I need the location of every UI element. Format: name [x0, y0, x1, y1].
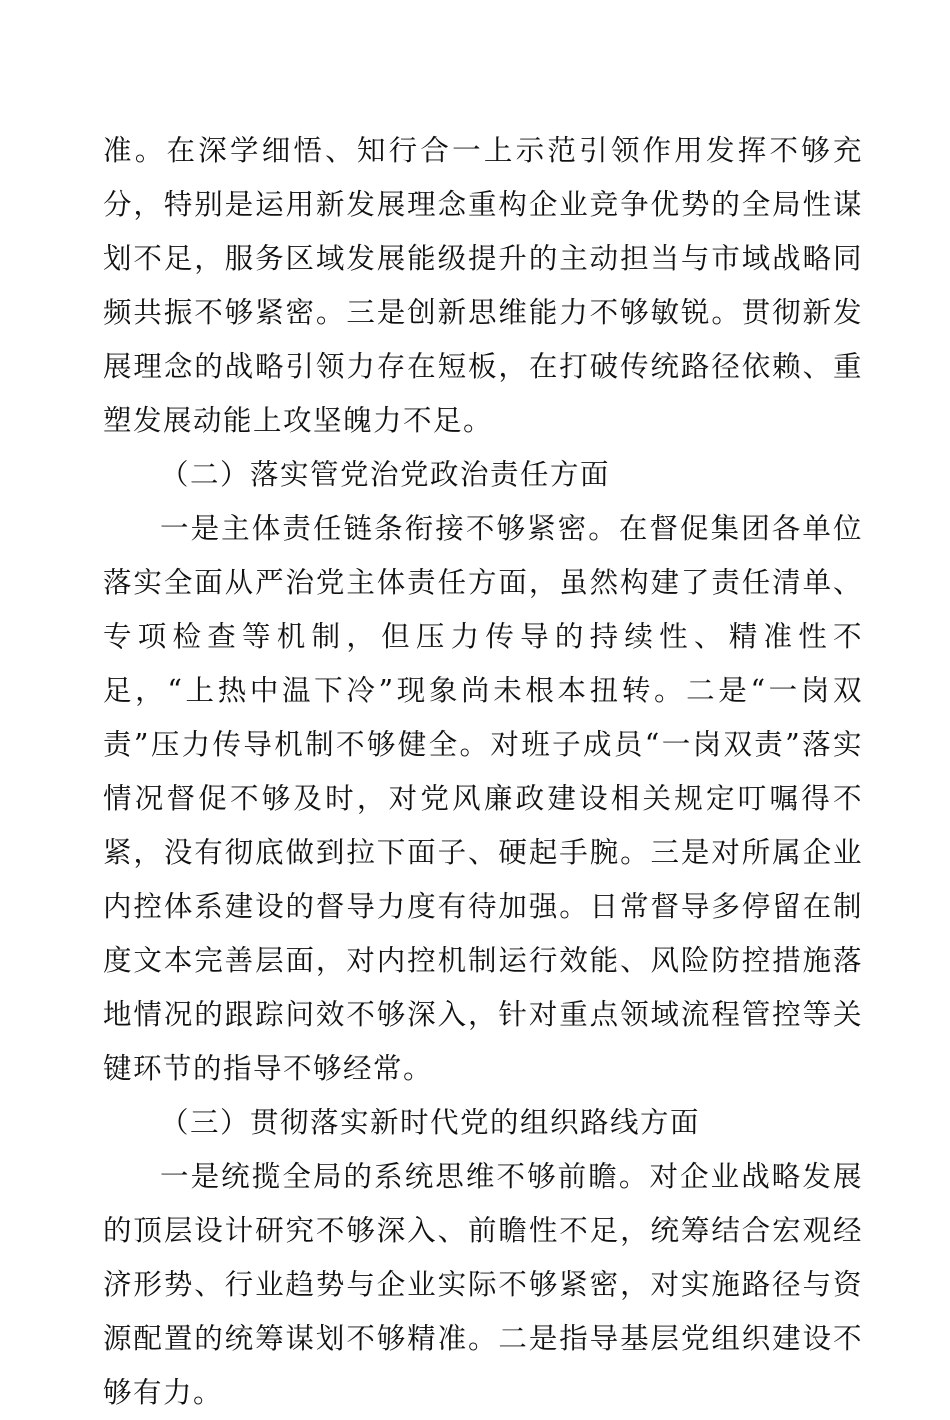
- paragraph-section-3: 一是统揽全局的系统思维不够前瞻。对企业战略发展的顶层设计研究不够深入、前瞻性不足，统筹结合宏观经济形势、行业趋势与企业实际不够紧密，对实施路径与资源配置的统筹谋划不够精准。二是指导基层党组织建设不够有力。: [103, 1160, 863, 1409]
- section-heading-2: （二）落实管党治党政治责任方面: [160, 458, 611, 491]
- paragraph-section-2: 一是主体责任链条衔接不够紧密。在督促集团各单位落实全面从严治党主体责任方面，虽然构建了责任清单、专项检查等机制，但压力传导的持续性、精准性不足，“上热中温下冷”现象尚未根本扭转。二是“一岗双责”压力传导机制不够健全。对班子成员“一岗双责”落实情况督促不够及时，对党风廉政建设相关规定叮嘱得不紧，没有彻底做到拉下面子、硬起手腕。三是对所属企业内控体系建设的督导力度有待加强。日常督导多停留在制度文本完善层面，对内控机制运行效能、风险防控措施落地情况的跟踪问效不够深入，针对重点领域流程管控等关键环节的指导不够经常。: [103, 512, 863, 1085]
- section-heading-3: （三）贯彻落实新时代党的组织路线方面: [160, 1106, 701, 1139]
- paragraph-continuation: 准。在深学细悟、知行合一上示范引领作用发挥不够充分，特别是运用新发展理念重构企业竞争优势的全局性谋划不足，服务区域发展能级提升的主动担当与市域战略同频共振不够紧密。三是创新思维能力不够敏锐。贯彻新发展理念的战略引领力存在短板，在打破传统路径依赖、重塑发展动能上攻坚魄力不足。: [103, 134, 863, 437]
- document-body: [103, 124, 863, 1420]
